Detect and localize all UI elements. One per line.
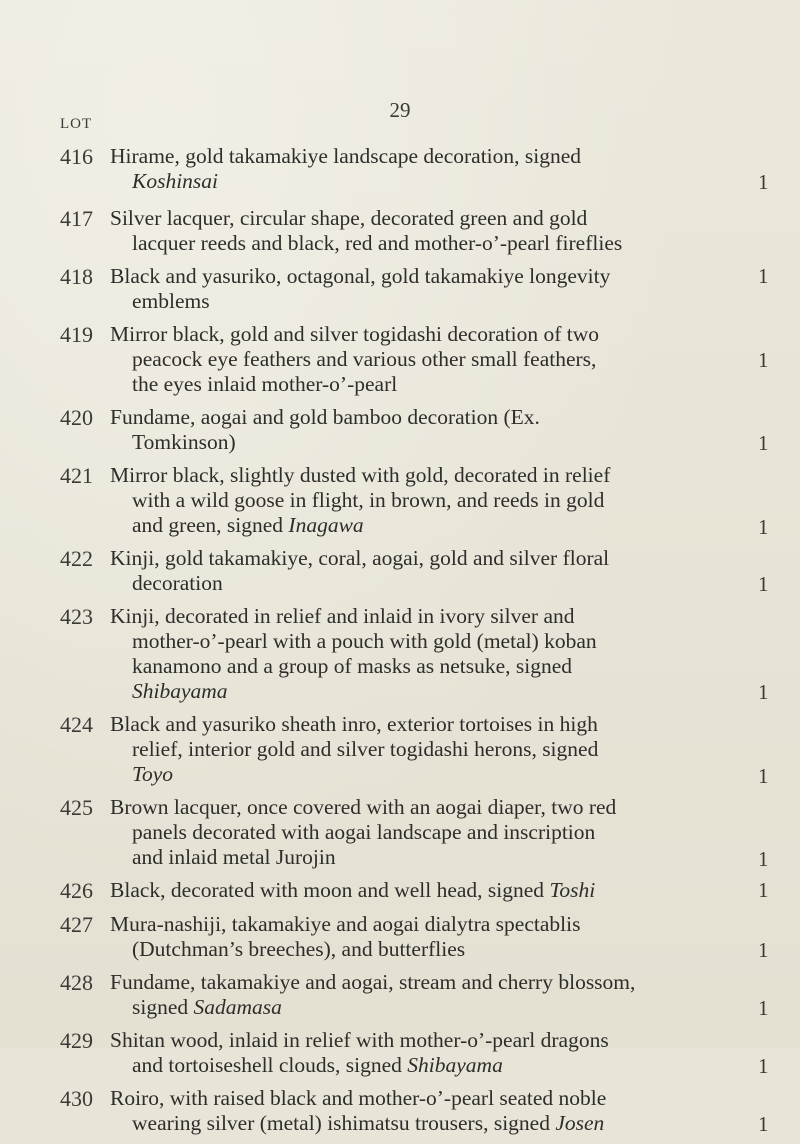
description-line: Brown lacquer, once covered with an aogai diaper, two red (110, 795, 617, 819)
description-line: and tortoiseshell clouds, signed Shibayama (132, 1053, 503, 1077)
lot-entry (0, 712, 800, 795)
lot-quantity: 1 (758, 348, 769, 372)
description-line: Fundame, aogai and gold bamboo decoration (Ex. (110, 405, 540, 429)
artist-signature: Shibayama (132, 679, 228, 703)
lot-description (110, 1028, 610, 1078)
description-line: (Dutchman’s breeches), and butterflies (132, 937, 466, 961)
lot-number: 418 (60, 264, 93, 289)
lot-description (110, 463, 610, 538)
description-line: relief, interior gold and silver togidashi herons, signed (132, 737, 599, 761)
lot-quantity: 1 (758, 996, 769, 1020)
description-line: the eyes inlaid mother-o’-pearl (132, 372, 398, 396)
lot-number: 430 (60, 1086, 93, 1111)
lot-quantity: 1 (758, 847, 769, 871)
lot-entry (0, 912, 800, 970)
lot-entry (0, 546, 800, 604)
lot-description (110, 1086, 610, 1136)
lot-quantity: 1 (758, 515, 769, 539)
lot-number: 420 (60, 405, 93, 430)
lot-quantity: 1 (758, 764, 769, 788)
description-line: Black, decorated with moon and well head, signed Toshi (110, 878, 596, 902)
description-line: Silver lacquer, circular shape, decorated green and gold (110, 206, 588, 230)
artist-signature: Josen (555, 1111, 605, 1135)
lot-entry (0, 878, 800, 912)
lot-number: 421 (60, 463, 93, 488)
lot-description (110, 878, 610, 903)
lot-number: 425 (60, 795, 93, 820)
lot-number: 423 (60, 604, 93, 629)
description-line: Mirror black, gold and silver togidashi decoration of two (110, 322, 600, 346)
lot-number: 417 (60, 206, 93, 231)
lot-description (110, 144, 610, 194)
description-line: Black and yasuriko, octagonal, gold takamakiye longevity (110, 264, 611, 288)
lot-number: 422 (60, 546, 93, 571)
lot-description (110, 405, 610, 455)
lot-number: 424 (60, 712, 93, 737)
description-line: peacock eye feathers and various other small feathers, (132, 347, 597, 371)
lot-entry (0, 206, 800, 264)
description-line: lacquer reeds and black, red and mother-o’-pearl fireflies (132, 231, 623, 255)
lot-number: 428 (60, 970, 93, 995)
artist-signature: Sadamasa (193, 995, 282, 1019)
lot-quantity: 1 (758, 572, 769, 596)
description-line: decoration (132, 571, 223, 595)
description-line (110, 762, 610, 787)
lot-description (110, 604, 610, 704)
description-line (110, 169, 610, 194)
lot-quantity: 1 (758, 680, 769, 704)
description-line (110, 679, 610, 704)
description-line: mother-o’-pearl with a pouch with gold (metal) koban (132, 629, 597, 653)
lot-entry (0, 970, 800, 1028)
description-line: and inlaid metal Jurojin (132, 845, 336, 869)
lot-column-heading: LOT (60, 116, 93, 132)
description-line: and green, signed Inagawa (132, 513, 364, 537)
description-line: wearing silver (metal) ishimatsu trousers, signed Josen (132, 1111, 605, 1135)
lot-number: 427 (60, 912, 93, 937)
lot-description (110, 795, 617, 870)
description-line: Mirror black, slightly dusted with gold, decorated in relief (110, 463, 611, 487)
description-line: Roiro, with raised black and mother-o’-pearl seated noble (110, 1086, 607, 1110)
lot-description (110, 264, 610, 314)
lot-number: 429 (60, 1028, 93, 1053)
artist-signature: Shibayama (407, 1053, 503, 1077)
artist-signature: Toyo (132, 762, 174, 786)
description-line: Fundame, takamakiye and aogai, stream and cherry blossom, (110, 970, 636, 994)
lot-entry (0, 144, 800, 206)
lot-quantity: 1 (758, 170, 769, 194)
lot-description (110, 970, 636, 1020)
lot-description (110, 712, 610, 787)
lot-entry (0, 264, 800, 322)
lot-description (110, 206, 623, 256)
page-number: 29 (389, 98, 411, 122)
lot-quantity: 1 (758, 264, 769, 288)
artist-signature: Toshi (549, 878, 596, 902)
description-line: panels decorated with aogai landscape and inscription (132, 820, 596, 844)
description-line: Mura-nashiji, takamakiye and aogai dialytra spectablis (110, 912, 581, 936)
description-line: Tomkinson) (132, 430, 236, 454)
lot-quantity: 1 (758, 1112, 769, 1136)
lot-entry (0, 795, 800, 878)
lot-list (0, 144, 800, 1144)
lot-entry (0, 405, 800, 463)
description-line: Kinji, decorated in relief and inlaid in ivory silver and (110, 604, 575, 628)
lot-entry (0, 463, 800, 546)
lot-number: 426 (60, 878, 93, 903)
description-line: Black and yasuriko sheath inro, exterior tortoises in high (110, 712, 598, 736)
lot-number: 416 (60, 144, 93, 169)
description-fragment: signed (132, 995, 194, 1019)
description-line: Kinji, gold takamakiye, coral, aogai, gold and silver floral (110, 546, 610, 570)
lot-entry (0, 604, 800, 712)
lot-entry (0, 1086, 800, 1144)
description-line (110, 995, 610, 1020)
description-line: with a wild goose in flight, in brown, and reeds in gold (132, 488, 605, 512)
lot-description (110, 546, 610, 596)
lot-quantity: 1 (758, 938, 769, 962)
lot-quantity: 1 (758, 1054, 769, 1078)
description-line: kanamono and a group of masks as netsuke, signed (132, 654, 573, 678)
description-line: Hirame, gold takamakiye landscape decoration, signed (110, 144, 582, 168)
artist-signature: Koshinsai (132, 169, 219, 193)
lot-description (110, 322, 610, 397)
lot-quantity: 1 (758, 878, 769, 902)
lot-number: 419 (60, 322, 93, 347)
artist-signature: Inagawa (288, 513, 364, 537)
lot-entry (0, 1028, 800, 1086)
lot-description (110, 912, 610, 962)
lot-entry (0, 322, 800, 405)
description-line: Shitan wood, inlaid in relief with mother-o’-pearl dragons (110, 1028, 609, 1052)
lot-quantity: 1 (758, 431, 769, 455)
description-line: emblems (132, 289, 210, 313)
